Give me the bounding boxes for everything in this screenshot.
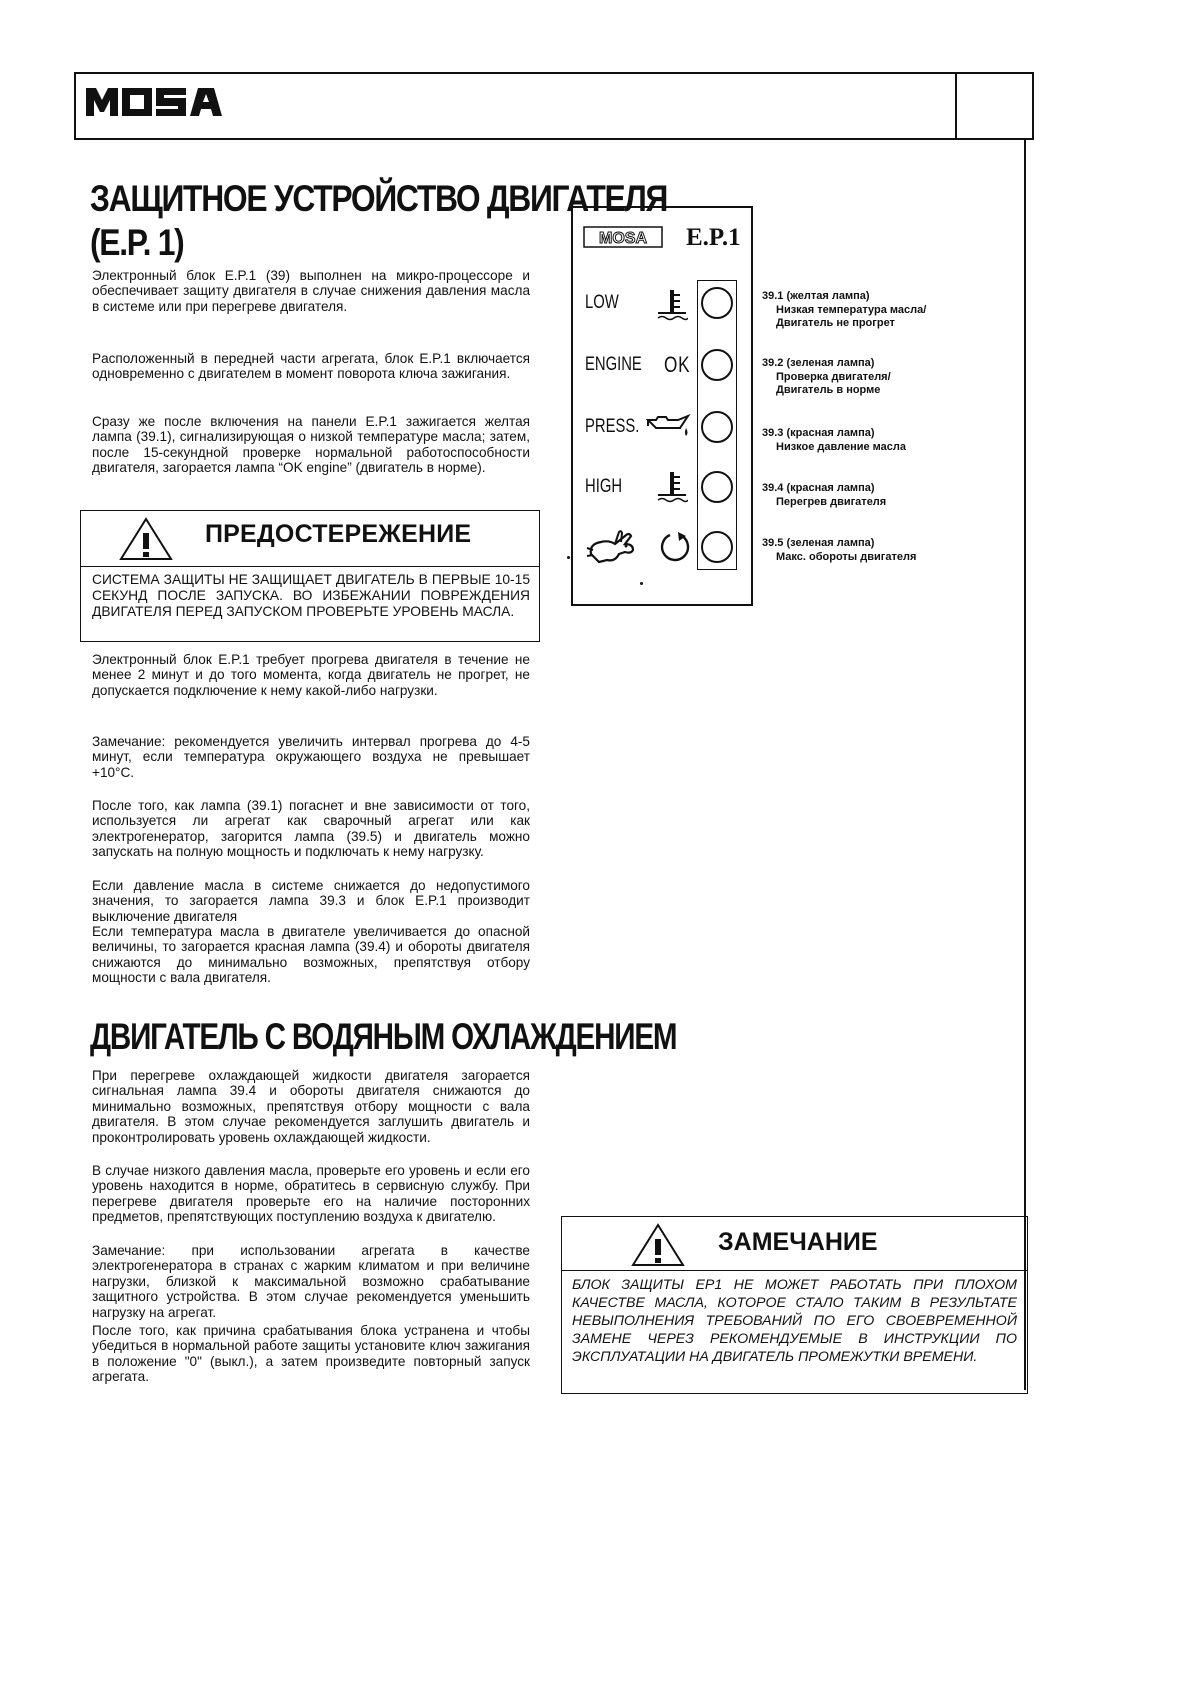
thermometer-icon — [656, 288, 688, 322]
caption-head: 39.5 (зеленая лампа) — [762, 537, 875, 549]
panel-mosa-logo — [583, 226, 663, 248]
caption-39-3 — [762, 427, 906, 454]
caption-line: Двигатель не прогрет — [776, 317, 895, 329]
caption-head: 39.1 (желтая лампа) — [762, 290, 870, 302]
lamp-39-5 — [701, 531, 733, 563]
panel-logo-text: MOSA — [599, 230, 647, 247]
caption-line: Перегрев двигателя — [776, 495, 887, 508]
speck — [640, 582, 643, 585]
caption-39-1 — [762, 290, 926, 331]
paragraph: Сразу же после включения на панели E.P.1 зажигается желтая лампа (39.1), сигнализирующая о низкой температуре масла; затем, после 15-секундной проверке нормальной работоспособности двигателя, загорается лампа “OK engine” (двигатель в норме). — [92, 414, 530, 476]
caption-head: 39.3 (красная лампа) — [762, 427, 875, 439]
caption-39-4 — [762, 482, 886, 509]
rotation-icon — [658, 530, 692, 564]
right-margin-rule — [1024, 140, 1026, 1390]
caption-39-5 — [762, 537, 916, 564]
oil-can-icon — [646, 412, 692, 438]
label-ok: OK — [664, 352, 691, 377]
paragraph: Замечание: при использовании агрегата в качестве электрогенератора в странах с жарким климатом и при величине нагрузки, близкой к максимальной возможно срабатывание защитного устройства. В этом случае рекомендуется уменьшить нагрузку на агрегат. — [92, 1243, 530, 1320]
paragraph: Замечание: рекомендуется увеличить интервал прогрева до 4-5 минут, если температура окружающего воздуха не превышает +10°С. — [92, 734, 530, 780]
caption-head: 39.4 (красная лампа) — [762, 482, 875, 494]
paragraph: В случае низкого давления масла, проверьте его уровень и если его уровень находится в норме, обратитесь в сервисную службу. При перегреве двигателя проверьте его на наличие посторонних предметов, препятствующих поступлению воздуха к двигателю. — [92, 1163, 530, 1225]
warning-text: СИСТЕМА ЗАЩИТЫ НЕ ЗАЩИЩАЕТ ДВИГАТЕЛЬ В ПЕРВЫЕ 10-15 СЕКУНД ПОСЛЕ ЗАПУСКА. ВО ИЗБЕЖАНИИ ПОВРЕЖДЕНИЯ ДВИГАТЕЛЯ ПЕРЕД ЗАПУСКОМ ПРОВЕРЬТЕ УРОВЕНЬ МАСЛА. — [92, 572, 530, 619]
section-title: ДВИГАТЕЛЬ С ВОДЯНЫМ ОХЛАЖДЕНИЕМ — [90, 1016, 677, 1057]
caption-line: Низкое давление масла — [776, 440, 907, 453]
lamp-39-3 — [701, 411, 733, 443]
caption-39-2 — [762, 357, 891, 398]
caption-line: Низкая температура масла/ — [776, 303, 927, 316]
caption-head: 39.2 (зеленая лампа) — [762, 357, 875, 369]
caption-line: Проверка двигателя/ — [776, 370, 891, 383]
warning-triangle-icon — [118, 516, 174, 562]
paragraph: Если давление масла в системе снижается до недопустимого значения, то загорается лампа 39.3 и блок E.P.1 производит выключение двигателя — [92, 878, 530, 924]
label-high: HIGH — [585, 476, 623, 497]
header-divider — [955, 72, 957, 140]
paragraph: Если температура масла в двигателе увеличивается до опасной величины, то загорается красная лампа (39.4) и обороты двигателя снижаются до минимально возможных, препятствуя отбору мощности с вала двигателя. — [92, 924, 530, 986]
paragraph: При перегреве охлаждающей жидкости двигателя загорается сигнальная лампа 39.4 и обороты двигателя снижаются до минимально возможных, препятствуя отбору мощности с вала двигателя. В этом случае рекомендуется заглушить двигатель и проконтролировать уровень охлаждающей жидкости. — [92, 1068, 530, 1145]
paragraph: После того, как лампа (39.1) погаснет и вне зависимости от того, используется ли агрегат как сварочный агрегат или как электрогенератор, загорится лампа (39.5) и двигатель можно запускать на полную мощность и подключать к нему нагрузку. — [92, 798, 530, 860]
rabbit-icon — [585, 528, 637, 566]
lamp-39-2 — [701, 349, 733, 381]
panel-title: E.P.1 — [686, 224, 741, 251]
section-title-model: (E.P. 1) — [90, 222, 184, 263]
lamp-39-4 — [701, 471, 733, 503]
label-press: PRESS. — [585, 416, 640, 437]
label-engine: ENGINE — [585, 354, 642, 375]
note-title: ЗАМЕЧАНИЕ — [718, 1228, 878, 1256]
lamp-39-1 — [701, 287, 733, 319]
paragraph: После того, как причина срабатывания блока устранена и чтобы убедиться в нормальной работе защиты установите ключ зажигания в положение "0" (выкл.), а затем произведите повторный запуск агрегата. — [92, 1323, 530, 1385]
speck — [567, 556, 570, 559]
thermometer-icon — [656, 470, 688, 504]
caption-line: Двигатель в норме — [776, 384, 881, 396]
note-divider — [561, 1270, 1028, 1271]
section-title: ЗАЩИТНОЕ УСТРОЙСТВО ДВИГАТЕЛЯ — [90, 178, 668, 219]
label-low: LOW — [585, 292, 619, 313]
paragraph: Электронный блок E.P.1 требует прогрева двигателя в течение не менее 2 минут и до того момента, когда двигатель не прогрет, не допускается подключение к нему какой-либо нагрузки. — [92, 652, 530, 698]
paragraph: Pасположенный в передней части агрегата, блок E.P.1 включается одновременно с двигателем в момент поворота ключа зажигания. — [92, 351, 530, 382]
note-text: БЛОК ЗАЩИТЫ EP1 НЕ МОЖЕТ РАБОТАТЬ ПРИ ПЛОХОМ КАЧЕСТВЕ МАСЛА, КОТОРОЕ СТАЛО ТАКИМ В РЕЗУЛЬТАТЕ НЕВЫПОЛНЕНИЯ ТРЕБОВАНИЙ ПО ЕГО СВОЕВРЕМЕННОЙ ЗАМЕНЕ ЧЕРЕЗ РЕКОМЕНДУЕМЫЕ В ИНСТРУКЦИИ ПО ЭКСПЛУАТАЦИИ НА ДВИГАТЕЛЬ ПРОМЕЖУТКИ ВРЕМЕНИ. — [572, 1277, 1017, 1365]
caption-line: Макс. обороты двигателя — [776, 550, 917, 563]
paragraph: Электронный блок E.P.1 (39) выполнен на микро-процессоре и обеспечивает защиту двигателя в случае снижения давления масла в системе или при перегреве двигателя. — [92, 268, 530, 314]
warning-triangle-icon — [630, 1222, 686, 1268]
logo-text: MOSA — [84, 119, 87, 120]
warning-title: ПРЕДОСТЕРЕЖЕНИЕ — [205, 520, 472, 548]
warning-divider — [80, 566, 540, 567]
mosa-logo — [84, 84, 224, 120]
